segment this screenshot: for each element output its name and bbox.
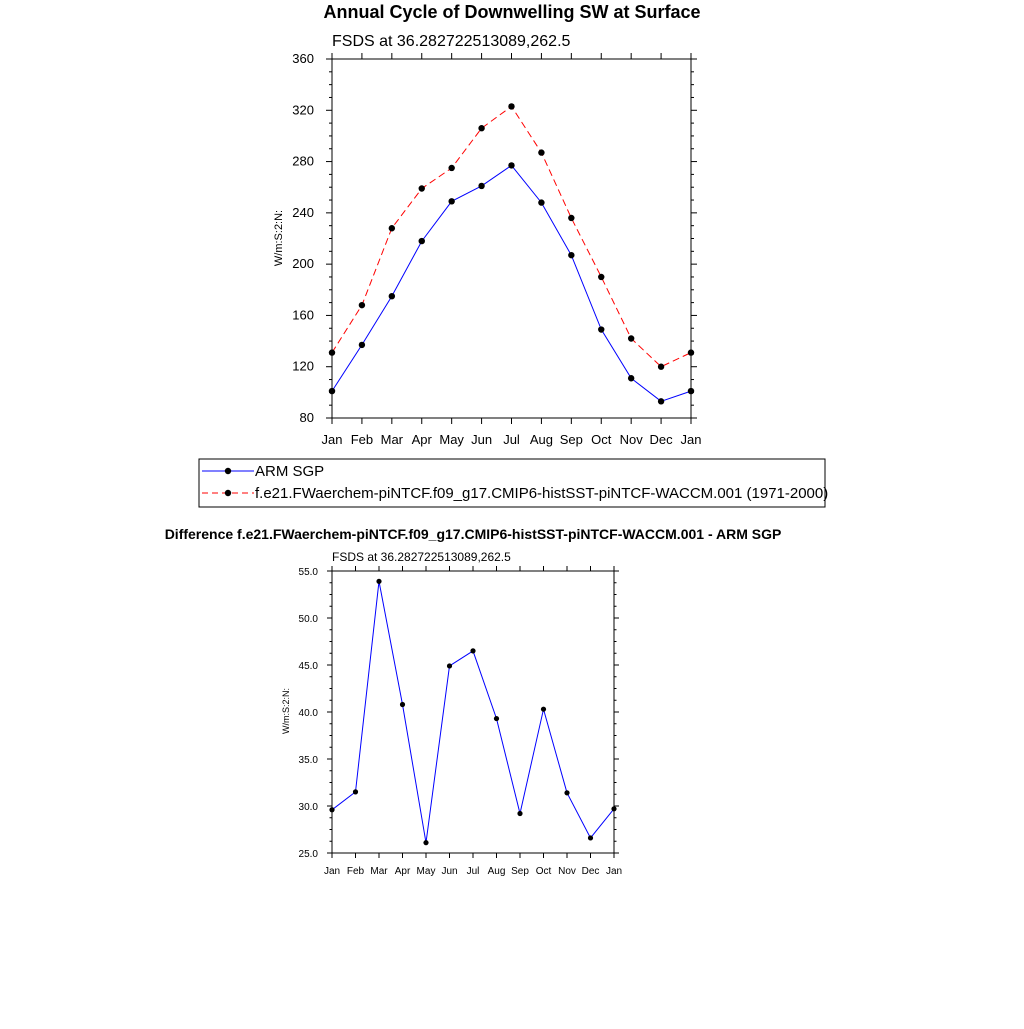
chart2-series-1-point — [494, 716, 499, 721]
chart1-plot-frame — [332, 59, 691, 418]
chart2-ylabel: W/m:S:2:N: — [281, 687, 291, 735]
chart1-xtick-label: Jul — [503, 432, 520, 447]
chart1-series-2-point — [448, 165, 454, 171]
chart2-xtick-label: Jan — [605, 866, 623, 877]
chart2-ytick-label: 30.0 — [298, 802, 318, 813]
legend-marker-arm — [225, 468, 231, 474]
chart1-subtitle: FSDS at 36.282722513089,262.5 — [332, 33, 571, 50]
chart1-series-1-point — [598, 326, 604, 332]
chart1-xtick-label: Dec — [649, 432, 673, 447]
chart1-xtick-label: Mar — [380, 432, 404, 447]
chart2-xtick-label: Mar — [370, 866, 388, 877]
chart1-ytick-label: 200 — [292, 256, 314, 272]
chart2-series-1-point — [353, 789, 358, 794]
chart2-xtick-label: Aug — [487, 866, 506, 877]
chart1-series-1-point — [419, 238, 425, 244]
chart1-series-2-point — [538, 149, 544, 155]
chart1-series-2-point — [478, 125, 484, 131]
chart1-ytick-label: 160 — [292, 307, 314, 323]
chart1-xtick-label: Nov — [619, 432, 643, 447]
chart2-series-1-point — [541, 707, 546, 712]
chart1-xtick-label: Aug — [529, 432, 553, 447]
chart1-series-2-point — [628, 335, 634, 341]
chart1-xtick-label: Jan — [680, 432, 702, 447]
chart1-series-1-point — [508, 162, 514, 168]
chart1-ytick-label: 120 — [292, 358, 314, 374]
chart2-series-1-point — [470, 648, 475, 653]
chart2-ytick-label: 25.0 — [298, 849, 318, 860]
chart2-xtick-label: Feb — [346, 866, 365, 877]
chart1-series-1-point — [538, 199, 544, 205]
chart1-series-1-point — [688, 388, 694, 394]
chart2-xtick-label: Sep — [511, 866, 529, 877]
chart1-series-2-point — [389, 225, 395, 231]
chart1-series-1-point — [628, 375, 634, 381]
chart2-series-1-point — [376, 579, 381, 584]
chart2-series-1-point — [400, 702, 405, 707]
chart2-ytick-label: 50.0 — [298, 614, 318, 625]
chart1-series-line-2 — [332, 106, 691, 366]
chart1-ylabel: W/m:S:2:N: — [273, 209, 285, 267]
annual-cycle-chart — [273, 2, 701, 447]
chart2-series-1-point — [564, 790, 569, 795]
chart2-ytick-label: 45.0 — [298, 661, 318, 672]
chart2-ytick-label: 35.0 — [298, 755, 318, 766]
chart2-plot-frame — [332, 571, 614, 853]
chart1-series-2-point — [688, 349, 694, 355]
chart1-xtick-label: Feb — [350, 432, 374, 447]
chart1-series-2-point — [658, 364, 664, 370]
chart1-series-1-point — [568, 252, 574, 258]
chart1-series-1-point — [658, 398, 664, 404]
chart1-xtick-label: Sep — [559, 432, 583, 447]
chart1-xtick-label: Apr — [411, 432, 432, 447]
chart1-ytick-label: 240 — [292, 204, 314, 220]
chart2-title: Difference f.e21.FWaerchem-piNTCF.f09_g17.CMIP6-histSST-piNTCF-WACCM.001 - ARM SGP — [164, 526, 782, 542]
chart2-xtick-label: Oct — [535, 866, 552, 877]
chart1-legend — [199, 459, 828, 507]
legend-label-arm: ARM SGP — [255, 463, 325, 480]
chart1-series-2-point — [598, 274, 604, 280]
chart1-ytick-label: 360 — [292, 51, 314, 66]
chart1-series-1-point — [389, 293, 395, 299]
chart2-series-1-point — [588, 835, 593, 840]
chart2-xtick-label: Jan — [323, 866, 341, 877]
chart2-ytick-label: 55.0 — [298, 567, 318, 578]
chart2-series-1-point — [517, 811, 522, 816]
chart2-xtick-label: Dec — [581, 866, 600, 877]
chart2-xtick-label: May — [416, 866, 436, 877]
chart1-series-1-point — [359, 342, 365, 348]
chart2-xtick-label: Apr — [394, 866, 411, 877]
chart1-ytick-label: 280 — [292, 153, 314, 169]
chart1-series-2-point — [508, 103, 514, 109]
chart2-series-1-point — [329, 807, 334, 812]
chart1-series-line-1 — [332, 165, 691, 401]
chart1-series-2-point — [568, 215, 574, 221]
chart1-xtick-label: Jun — [471, 432, 493, 447]
legend-label-model: f.e21.FWaerchem-piNTCF.f09_g17.CMIP6-histSST-piNTCF-WACCM.001 (1971-2000) — [255, 485, 829, 502]
chart1-series-2-point — [329, 349, 335, 355]
chart2-series-1-point — [447, 663, 452, 668]
chart2-xtick-label: Jun — [441, 866, 458, 877]
chart2-series-line-1 — [332, 581, 614, 842]
difference-chart — [165, 526, 782, 877]
chart1-ytick-label: 320 — [292, 102, 314, 118]
chart2-ytick-label: 40.0 — [298, 708, 318, 719]
chart1-series-1-point — [448, 198, 454, 204]
chart2-xtick-label: Jul — [466, 866, 480, 877]
chart1-ytick-label: 80 — [299, 410, 314, 425]
chart1-title: Annual Cycle of Downwelling SW at Surface — [323, 2, 701, 22]
chart1-series-1-point — [478, 183, 484, 189]
chart1-series-2-point — [419, 185, 425, 191]
chart2-series-1-point — [611, 806, 616, 811]
chart1-series-1-point — [329, 388, 335, 394]
chart1-xtick-label: Jan — [321, 432, 343, 447]
chart2-subtitle: FSDS at 36.282722513089,262.5 — [332, 550, 511, 564]
chart2-xtick-label: Nov — [558, 866, 576, 877]
legend-marker-model — [225, 490, 231, 496]
chart1-series-2-point — [359, 302, 365, 308]
chart1-xtick-label: May — [439, 432, 464, 447]
chart1-xtick-label: Oct — [591, 432, 612, 447]
chart2-series-1-point — [423, 840, 428, 845]
